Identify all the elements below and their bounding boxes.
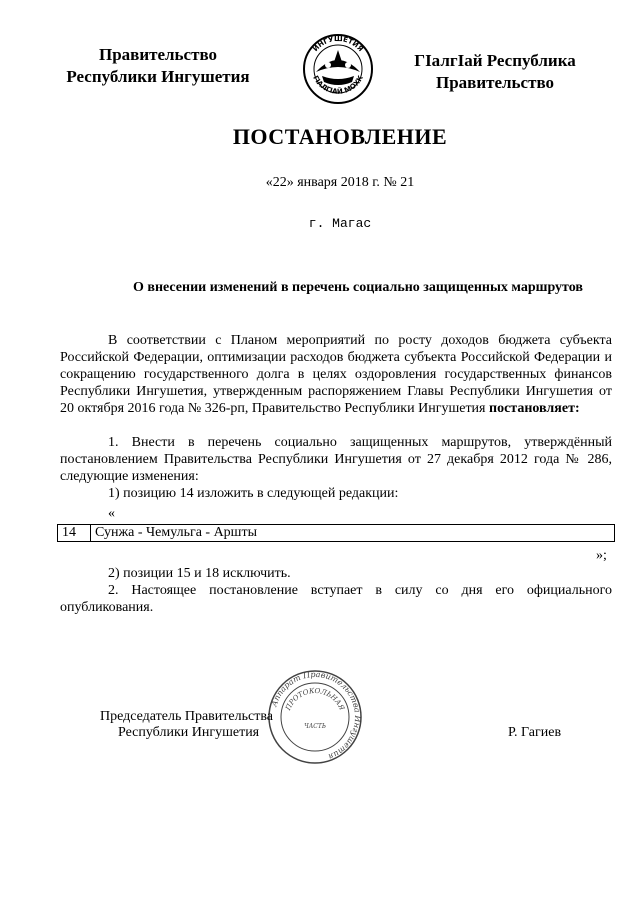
header-right <box>380 50 610 94</box>
signature-name: Р. Гагиев <box>508 725 562 740</box>
route-name-cell: Сунжа - Чемульга - Аршты <box>95 525 257 540</box>
route-table-row <box>57 524 615 542</box>
paragraph-2-text: 1. Внести в перечень социально защищенных маршрутов, утверждённый постановлением Правительства Республики Ингушетия от 27 декабря 2012 года № 286, следующие изменения: <box>60 435 612 484</box>
header-right-line2: Правительство <box>435 73 555 92</box>
stamp-outer-text: Аппарат Правительства Ингушетия <box>269 669 363 762</box>
route-number-cell: 14 <box>58 525 91 541</box>
stamp-inner-text: ПРОТОКОЛЬНАЯ <box>284 686 346 712</box>
date-number: «22» января 2018 г. № 21 <box>265 175 415 190</box>
header-left <box>40 44 276 88</box>
paragraph-5-text: 2. Настоящее постановление вступает в силу со дня его официального опубликования. <box>60 583 612 615</box>
paragraph-1-bold: постановляет: <box>489 401 580 416</box>
quote-open: « <box>108 506 115 521</box>
emblem-bottom-text: ГIАЛГIАЙ МОХК <box>311 74 365 96</box>
document-title: ПОСТАНОВЛЕНИЕ <box>232 124 448 149</box>
header-left-line1: Правительство <box>98 45 218 64</box>
paragraph-1 <box>60 332 612 417</box>
signature-role-line2: Республики Ингушетия <box>118 725 260 740</box>
paragraph-1-text: В соответствии с Планом мероприятий по росту доходов бюджета субъекта Российской Федерации, оптимизации расходов бюджета субъекта Российской Федерации и сокращению государственного долга в целях оздоровления государственных финансов Республики Ингушетия, утвержденным распоряжением Главы Республики Ингушетия от 20 октября 2016 года № 326-рп, Правительство Республики Ингушетия <box>60 333 612 416</box>
subject: О внесении изменений в перечень социально защищенных маршрутов <box>133 280 583 295</box>
stamp-center-text: ЧАСТЬ <box>304 723 326 730</box>
paragraph-3: 1) позицию 14 изложить в следующей редакции: <box>108 486 399 501</box>
paragraph-2 <box>60 434 612 485</box>
header-right-line1: ГIалгIай Республика <box>414 51 576 70</box>
official-stamp <box>266 668 364 766</box>
header-left-line2: Республики Ингушетия <box>66 67 250 86</box>
emblem <box>302 32 374 106</box>
quote-close: »; <box>596 548 607 563</box>
paragraph-4: 2) позиции 15 и 18 исключить. <box>108 566 291 581</box>
signature-role-line1: Председатель Правительства <box>100 709 273 724</box>
emblem-top-text: ИНГУШЕТИЯ <box>311 34 365 54</box>
place: г. Магас <box>308 216 372 231</box>
paragraph-5 <box>60 582 612 616</box>
